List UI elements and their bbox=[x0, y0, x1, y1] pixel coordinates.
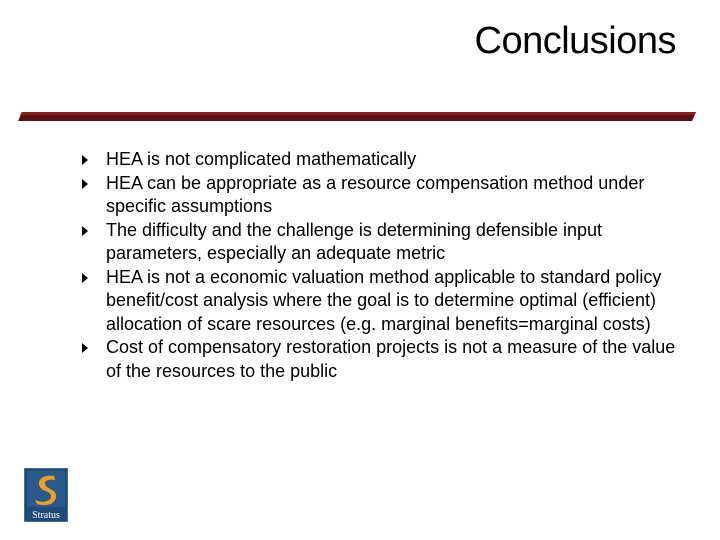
stratus-logo bbox=[24, 468, 68, 522]
bullet-text: HEA is not a economic valuation method applicable to standard policy benefit/cost analysis where the goal is to determine optimal (efficient) allocation of scare resources (e.g. marginal benefits=marginal costs) bbox=[106, 266, 662, 334]
bullet-text: The difficulty and the challenge is determining defensible input parameters, especially an adequate metric bbox=[106, 219, 602, 263]
bullet-text: HEA is not complicated mathematically bbox=[106, 149, 417, 169]
bullet-item bbox=[82, 219, 692, 266]
slide-title: Conclusions bbox=[474, 20, 676, 62]
title-divider bbox=[18, 112, 696, 121]
bullet-item bbox=[82, 172, 692, 219]
bullet-item bbox=[82, 336, 692, 383]
bullet-item bbox=[82, 266, 692, 337]
bullet-list bbox=[82, 148, 692, 383]
triangle-bullet-icon bbox=[82, 179, 88, 189]
bullet-text: HEA can be appropriate as a resource compensation method under specific assumptions bbox=[106, 172, 645, 216]
triangle-bullet-icon bbox=[82, 273, 88, 283]
bullet-item bbox=[82, 148, 692, 172]
triangle-bullet-icon bbox=[82, 155, 88, 165]
triangle-bullet-icon bbox=[82, 343, 88, 353]
triangle-bullet-icon bbox=[82, 226, 88, 236]
bullet-text: Cost of compensatory restoration projects is not a measure of the value of the resources to the public bbox=[106, 337, 676, 381]
svg-text:Stratus: Stratus bbox=[32, 510, 60, 521]
